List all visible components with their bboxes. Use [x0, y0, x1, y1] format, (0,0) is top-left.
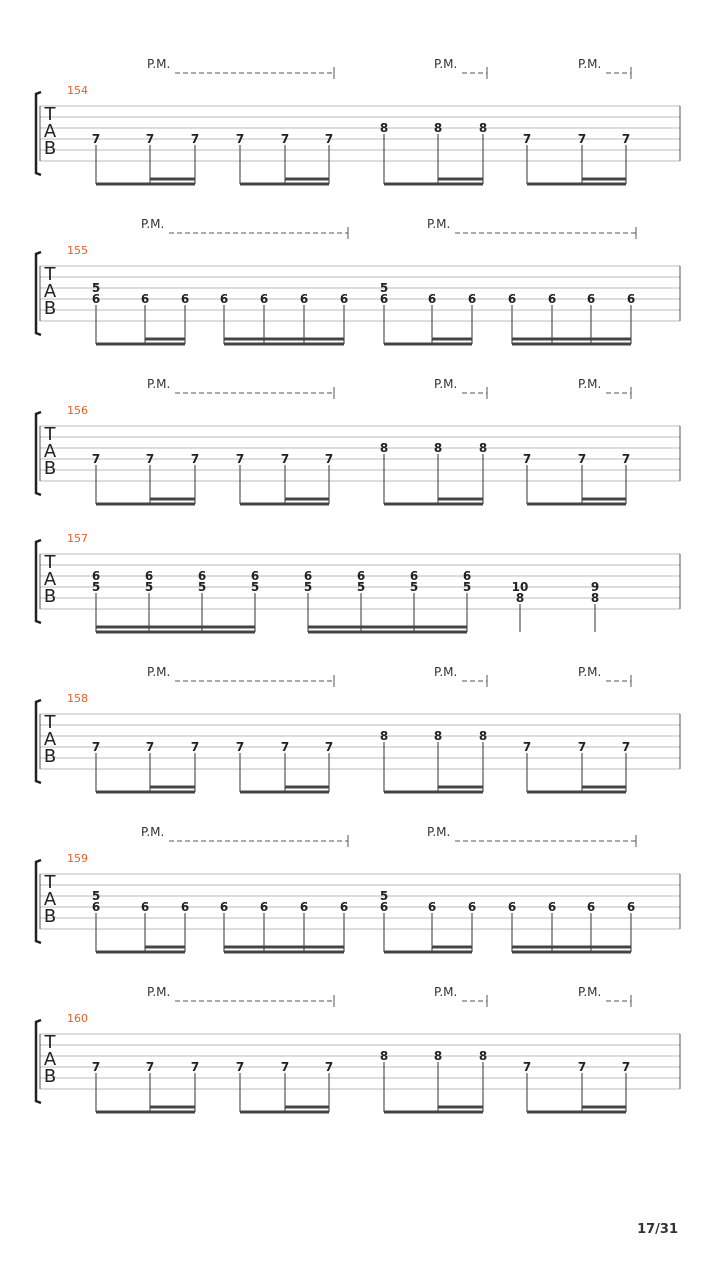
beam-group	[92, 889, 189, 952]
beam-group	[92, 569, 259, 632]
fret-number: 6	[626, 292, 636, 306]
single-note	[591, 580, 599, 632]
tab-clef-b: B	[43, 138, 57, 159]
beam-group	[523, 132, 630, 184]
fret-number: 7	[577, 740, 587, 754]
measure-number: 154	[67, 84, 88, 97]
fret-number: 9	[590, 580, 600, 594]
tab-clef-t: T	[44, 1032, 56, 1053]
tab-clef-t: T	[44, 552, 56, 573]
fret-number: 6	[303, 569, 313, 583]
fret-number: 7	[324, 452, 334, 466]
beam-group	[523, 740, 630, 792]
fret-number: 10	[511, 580, 529, 594]
measure-number: 156	[67, 404, 88, 417]
fret-number: 5	[250, 580, 260, 594]
beam-group	[508, 292, 635, 344]
fret-number: 6	[140, 900, 150, 914]
fret-number: 6	[259, 292, 269, 306]
fret-number: 6	[507, 292, 517, 306]
fret-number: 7	[621, 132, 631, 146]
system-156	[36, 377, 680, 504]
fret-number: 8	[433, 1049, 443, 1063]
beam-group	[220, 900, 348, 952]
palm-mute-label: P.M.	[434, 985, 458, 999]
beam-group	[236, 132, 333, 184]
tab-clef	[44, 712, 57, 767]
fret-number: 7	[145, 452, 155, 466]
tab-clef	[44, 424, 57, 479]
fret-number: 6	[467, 292, 477, 306]
fret-number: 8	[379, 441, 389, 455]
fret-number: 7	[280, 452, 290, 466]
palm-mute-label: P.M.	[578, 377, 602, 391]
palm-mute-label: P.M.	[578, 985, 602, 999]
fret-number: 7	[145, 132, 155, 146]
system-159	[36, 825, 680, 952]
system-160	[36, 985, 680, 1112]
fret-number: 6	[467, 900, 477, 914]
tab-clef-t: T	[44, 104, 56, 125]
tab-clef-a: A	[43, 441, 57, 462]
tab-clef-b: B	[43, 906, 57, 927]
palm-mute-markings	[147, 665, 631, 687]
fret-number: 5	[144, 580, 154, 594]
fret-number: 7	[280, 740, 290, 754]
fret-number: 6	[91, 569, 101, 583]
measure-number: 159	[67, 852, 88, 865]
fret-number: 6	[547, 900, 557, 914]
tab-clef-a: A	[43, 569, 57, 590]
fret-number: 7	[235, 452, 245, 466]
fret-number: 6	[299, 292, 309, 306]
system-154	[36, 57, 680, 184]
tab-clef-b: B	[43, 586, 57, 607]
fret-number: 6	[507, 900, 517, 914]
fret-number: 6	[547, 292, 557, 306]
fret-number: 6	[91, 900, 101, 914]
fret-number: 7	[324, 1060, 334, 1074]
system-158	[36, 665, 680, 792]
fret-number: 7	[190, 452, 200, 466]
fret-number: 5	[303, 580, 313, 594]
fret-number: 8	[379, 1049, 389, 1063]
fret-number: 6	[259, 900, 269, 914]
fret-number: 6	[427, 292, 437, 306]
fret-number: 7	[522, 740, 532, 754]
beam-group	[236, 452, 333, 504]
tab-clef-a: A	[43, 281, 57, 302]
tab-clef-a: A	[43, 729, 57, 750]
tab-clef	[44, 104, 57, 159]
fret-number: 8	[433, 121, 443, 135]
beam-group	[523, 1060, 630, 1112]
fret-number: 6	[427, 900, 437, 914]
beam-group	[92, 1060, 199, 1112]
measure-number: 157	[67, 532, 88, 545]
fret-number: 7	[91, 452, 101, 466]
tab-clef	[44, 872, 57, 927]
palm-mute-markings	[141, 217, 636, 239]
fret-number: 6	[180, 292, 190, 306]
measure-number: 160	[67, 1012, 88, 1025]
fret-number: 6	[250, 569, 260, 583]
fret-number: 7	[91, 740, 101, 754]
palm-mute-markings	[141, 825, 636, 847]
system-155	[36, 217, 680, 344]
beam-group	[92, 452, 199, 504]
tab-clef-t: T	[44, 264, 56, 285]
fret-number: 7	[324, 132, 334, 146]
fret-number: 6	[356, 569, 366, 583]
fret-number: 7	[621, 740, 631, 754]
tab-clef	[44, 552, 57, 607]
measure-number: 155	[67, 244, 88, 257]
fret-number: 7	[621, 1060, 631, 1074]
fret-number: 6	[144, 569, 154, 583]
measure-number: 158	[67, 692, 88, 705]
fret-number: 5	[91, 580, 101, 594]
system-157	[36, 532, 680, 632]
palm-mute-label: P.M.	[147, 665, 171, 679]
fret-number: 6	[180, 900, 190, 914]
fret-number: 8	[433, 729, 443, 743]
fret-number: 7	[190, 740, 200, 754]
palm-mute-label: P.M.	[434, 57, 458, 71]
beam-group	[380, 729, 487, 792]
fret-number: 6	[219, 900, 229, 914]
tab-clef-a: A	[43, 121, 57, 142]
fret-number: 7	[91, 1060, 101, 1074]
palm-mute-label: P.M.	[434, 665, 458, 679]
fret-number: 6	[409, 569, 419, 583]
palm-mute-label: P.M.	[427, 217, 451, 231]
palm-mute-label: P.M.	[578, 665, 602, 679]
fret-number: 7	[522, 452, 532, 466]
tab-clef-t: T	[44, 424, 56, 445]
fret-number: 5	[462, 580, 472, 594]
fret-number: 6	[379, 900, 389, 914]
beam-group	[92, 132, 199, 184]
fret-number: 7	[145, 740, 155, 754]
fret-number: 7	[190, 132, 200, 146]
fret-number: 6	[219, 292, 229, 306]
fret-number: 7	[324, 740, 334, 754]
tab-clef-b: B	[43, 1066, 57, 1087]
palm-mute-label: P.M.	[434, 377, 458, 391]
fret-number: 5	[197, 580, 207, 594]
beam-group	[92, 281, 189, 344]
beam-group	[380, 1049, 487, 1112]
palm-mute-markings	[147, 985, 631, 1007]
fret-number: 6	[197, 569, 207, 583]
palm-mute-markings	[147, 57, 631, 79]
fret-number: 6	[586, 292, 596, 306]
fret-number: 7	[280, 1060, 290, 1074]
fret-number: 7	[621, 452, 631, 466]
beam-group	[304, 569, 471, 632]
palm-mute-label: P.M.	[147, 57, 171, 71]
fret-number: 7	[190, 1060, 200, 1074]
beam-group	[220, 292, 348, 344]
beam-group	[380, 441, 487, 504]
fret-number: 8	[590, 591, 600, 605]
tab-clef	[44, 264, 57, 319]
palm-mute-label: P.M.	[147, 377, 171, 391]
fret-number: 8	[478, 729, 488, 743]
fret-number: 6	[140, 292, 150, 306]
beam-group	[523, 452, 630, 504]
tab-clef-a: A	[43, 1049, 57, 1070]
fret-number: 6	[462, 569, 472, 583]
fret-number: 8	[379, 729, 389, 743]
fret-number: 7	[235, 132, 245, 146]
palm-mute-markings	[147, 377, 631, 399]
fret-number: 8	[478, 121, 488, 135]
fret-number: 6	[91, 292, 101, 306]
tab-clef-a: A	[43, 889, 57, 910]
fret-number: 5	[379, 889, 389, 903]
fret-number: 5	[91, 889, 101, 903]
fret-number: 5	[379, 281, 389, 295]
beam-group	[380, 889, 476, 952]
fret-number: 7	[522, 1060, 532, 1074]
palm-mute-label: P.M.	[427, 825, 451, 839]
tab-clef	[44, 1032, 57, 1087]
fret-number: 5	[356, 580, 366, 594]
beam-group	[92, 740, 199, 792]
palm-mute-label: P.M.	[578, 57, 602, 71]
fret-number: 8	[478, 1049, 488, 1063]
fret-number: 7	[235, 1060, 245, 1074]
tab-clef-t: T	[44, 712, 56, 733]
fret-number: 7	[577, 132, 587, 146]
fret-number: 6	[339, 292, 349, 306]
fret-number: 7	[522, 132, 532, 146]
tab-clef-t: T	[44, 872, 56, 893]
tab-clef-b: B	[43, 458, 57, 479]
fret-number: 7	[145, 1060, 155, 1074]
beam-group	[236, 740, 333, 792]
fret-number: 6	[586, 900, 596, 914]
fret-number: 6	[626, 900, 636, 914]
fret-number: 7	[235, 740, 245, 754]
fret-number: 8	[515, 591, 525, 605]
beam-group	[508, 900, 635, 952]
tab-clef-b: B	[43, 746, 57, 767]
beam-group	[380, 121, 487, 184]
palm-mute-label: P.M.	[141, 217, 165, 231]
single-note	[512, 580, 529, 632]
fret-number: 8	[433, 441, 443, 455]
fret-number: 7	[91, 132, 101, 146]
fret-number: 6	[339, 900, 349, 914]
fret-number: 7	[280, 132, 290, 146]
fret-number: 5	[409, 580, 419, 594]
beam-group	[236, 1060, 333, 1112]
palm-mute-label: P.M.	[141, 825, 165, 839]
fret-number: 7	[577, 1060, 587, 1074]
page-number: 17/31	[637, 1222, 678, 1237]
fret-number: 6	[299, 900, 309, 914]
palm-mute-label: P.M.	[147, 985, 171, 999]
beam-group	[380, 281, 476, 344]
fret-number: 7	[577, 452, 587, 466]
fret-number: 6	[379, 292, 389, 306]
tab-clef-b: B	[43, 298, 57, 319]
fret-number: 8	[379, 121, 389, 135]
fret-number: 8	[478, 441, 488, 455]
fret-number: 5	[91, 281, 101, 295]
